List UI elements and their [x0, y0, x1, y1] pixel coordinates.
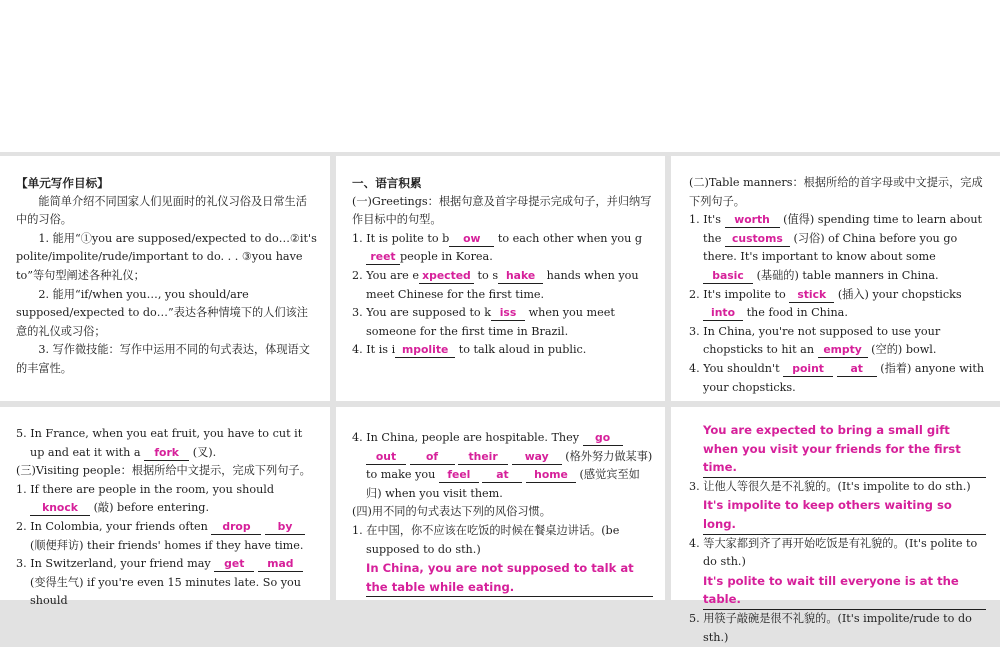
greetings-question-3: 3. You are supposed to k iss when you meet someone for the first time in Brazil.	[352, 306, 615, 338]
customs-instructions: (四)用不同的句式表达下列的风俗习惯。	[352, 505, 551, 519]
writing-goal-2: 2. 能用“if/when you…, you should/are supposed/expected to do…”表达各种情境下的人们该注意的礼仪或习俗；	[16, 287, 308, 338]
greetings-instructions: (一)Greetings：根据句意及首字母提示完成句子，并归纳写作目标中的句型。	[352, 194, 652, 227]
answer-blank: go	[583, 431, 623, 446]
answer-blank: reet	[366, 250, 400, 265]
answer-blank: ow	[449, 232, 494, 247]
greetings-question-2: 2. You are e xpected to s hake hands when you meet Chinese for the first time.	[352, 268, 639, 301]
answer-blank: at	[482, 468, 522, 483]
answer-blank: empty	[818, 343, 868, 358]
writing-goal-1: 1. 能用“①you are supposed/expected to do…②it's polite/impolite/rude/important to do. . . ③you have to”等句型阐述各种礼仪；	[16, 231, 317, 282]
table-manners-question-5: 5. In France, when you eat fruit, you have to cut it up and eat it with a fork (叉).	[16, 427, 303, 459]
answer-blank: hake	[498, 269, 543, 284]
visiting-question-2: 2. In Colombia, your friends often drop by (顺便拜访) their friends' homes if they have time.	[16, 519, 304, 552]
visiting-question-4: 4. In China, people are hospitable. They go out of their way (格外努力做某事) to make you feel at home (感觉宾至如归) when you visit them.	[352, 431, 653, 500]
translation-answer: It's polite to wait till everyone is at the table.	[703, 572, 986, 610]
answer-blank: by	[265, 520, 305, 535]
answer-blank: way	[512, 450, 562, 465]
translation-answers-panel	[671, 407, 1000, 644]
answer-blank: stick	[789, 288, 834, 303]
answer-blank: knock	[30, 501, 90, 516]
answer-blank: out	[366, 450, 406, 465]
translation-answer: You are expected to bring a small gift when you visit your friends for the first time.	[703, 421, 986, 478]
answer-blank: their	[458, 450, 508, 465]
greetings-question-4: 4. It is i mpolite to talk aloud in public.	[352, 343, 587, 357]
section-heading: 一、语言积累	[352, 176, 422, 190]
translation-question-2	[689, 421, 986, 478]
answer-blank: mad	[258, 557, 303, 572]
table-manners-question-4: 4. You shouldn't point at (指着) anyone with your chopsticks.	[689, 361, 985, 394]
blank-header-area	[0, 0, 1000, 152]
visiting-people-panel	[0, 407, 330, 608]
answer-blank: feel	[439, 468, 479, 483]
answer-blank: mpolite	[395, 343, 455, 358]
writing-goals-heading: 【单元写作目标】	[16, 176, 109, 190]
answer-blank: at	[837, 362, 877, 377]
answer-blank: fork	[144, 446, 189, 461]
answer-blank: into	[703, 306, 743, 321]
writing-goals-intro: 能简单介绍不同国家人们见面时的礼仪习俗及日常生活中的习俗。	[16, 194, 307, 227]
language-accumulation-panel	[336, 156, 665, 401]
table-manners-question-3: 3. In China, you're not supposed to use your chopsticks to hit an empty (空的) bowl.	[689, 324, 941, 357]
translation-answer: It's impolite to keep others waiting so long.	[703, 496, 986, 534]
visiting-question-1: 1. If there are people in the room, you should knock (敲) before entering.	[16, 482, 275, 515]
answer-blank: get	[214, 557, 254, 572]
greetings-question-1: 1. It is polite to b ow to each other when you greet people in Korea.	[352, 231, 643, 264]
translation-question-5: 5. 用筷子敲碗是很不礼貌的。(It's impolite/rude to do sth.)	[689, 611, 972, 644]
translation-question-4: 4. 等大家都到齐了再开始吃饭是有礼貌的。(It's polite to do sth.) It's polite to wait till everyone is at the table.	[689, 535, 986, 610]
answer-blank: worth	[725, 213, 780, 228]
answer-blank: xpected	[419, 269, 474, 284]
answer-blank: point	[783, 362, 833, 377]
answer-blank: home	[526, 468, 576, 483]
translation-question-1: 1. 在中国，你不应该在吃饭的时候在餐桌边讲话。(be supposed to do sth.) In China, you are not supposed to talk at the table while eating.	[352, 522, 653, 597]
answer-blank: of	[410, 450, 455, 465]
answer-blank: iss	[491, 306, 525, 321]
table-manners-panel	[671, 156, 1000, 401]
translation-answer: In China, you are not supposed to talk at the table while eating.	[366, 559, 653, 597]
table-manners-question-1: 1. It's worth (值得) spending time to learn about the customs (习俗) of China before you go there. It's important to know about some basic (基础的) table manners in China.	[689, 213, 983, 282]
writing-goals-panel	[0, 156, 330, 401]
writing-goal-3: 3. 写作微技能：写作中运用不同的句式表达，体现语文的丰富性。	[16, 343, 310, 375]
table-manners-question-2: 2. It's impolite to stick (插入) your chopsticks into the food in China.	[689, 287, 962, 320]
answer-blank: customs	[725, 232, 790, 247]
customs-expression-panel	[336, 407, 665, 600]
answer-blank: basic	[703, 269, 753, 284]
answer-blank: drop	[211, 520, 261, 535]
translation-question-3: 3. 让他人等很久是不礼貌的。(It's impolite to do sth.) It's impolite to keep others waiting so long.	[689, 478, 986, 535]
visiting-question-3: 3. In Switzerland, your friend may get mad (变得生气) if you're even 15 minutes late. So you should	[16, 557, 301, 608]
table-manners-instructions: (二)Table manners：根据所给的首字母或中文提示，完成下列句子。	[689, 176, 983, 208]
visiting-people-instructions: (三)Visiting people：根据所给中文提示，完成下列句子。	[16, 464, 311, 478]
